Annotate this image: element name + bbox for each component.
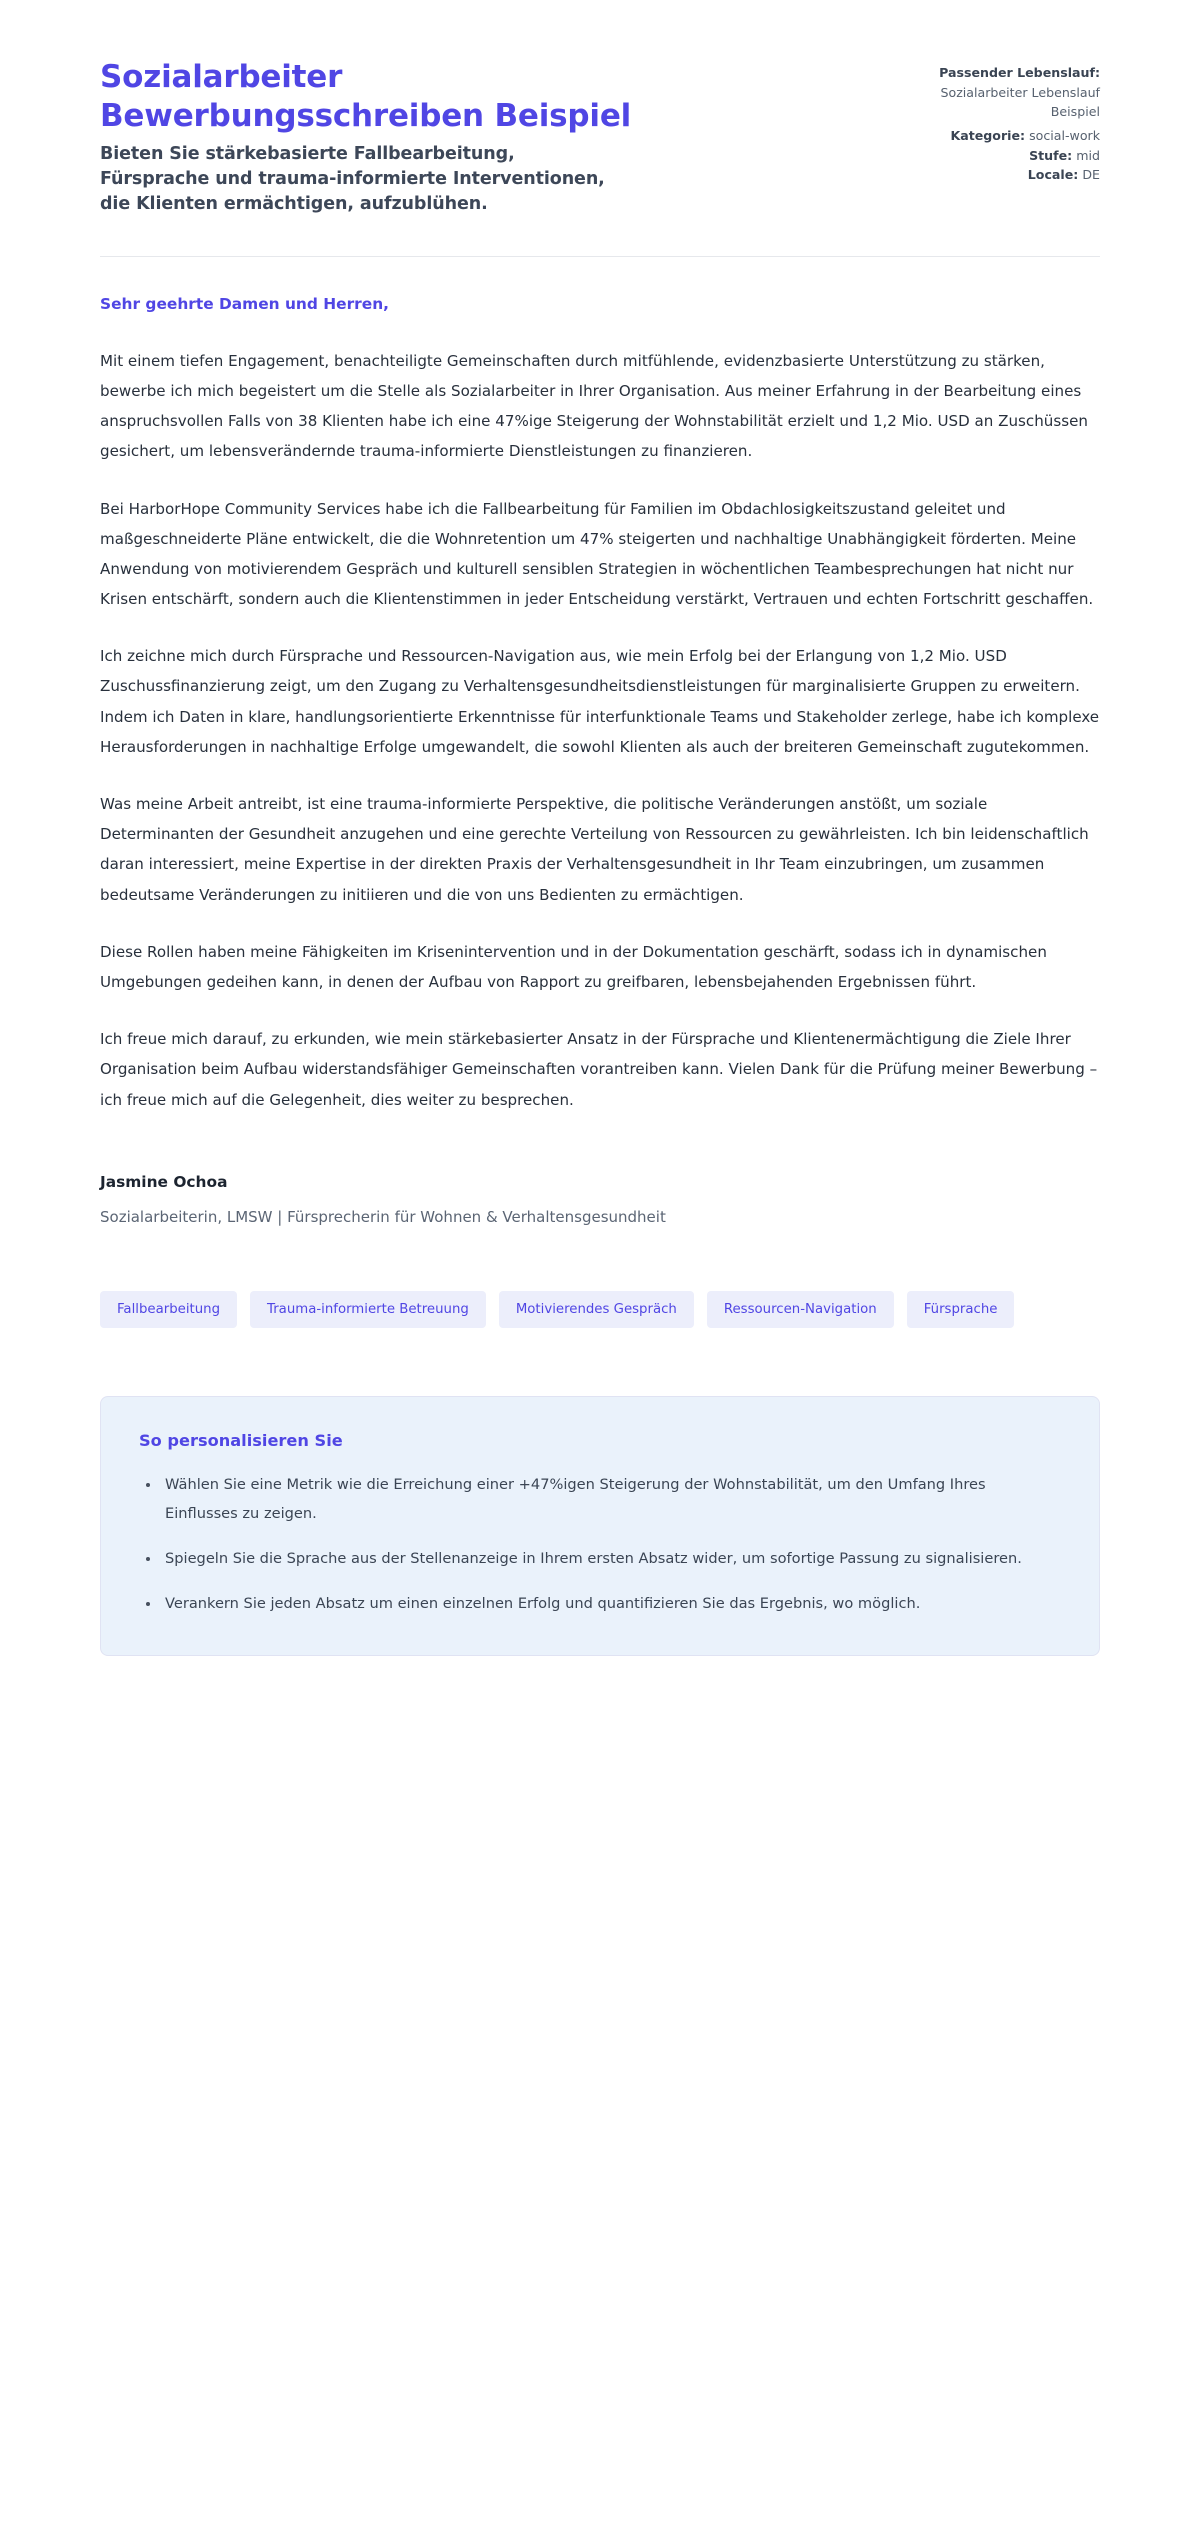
letter-paragraph: Ich freue mich darauf, zu erkunden, wie mein stärkebasierter Ansatz in der Fürsprache und Klientenermächtigung die Ziele Ihrer Organisation beim Aufbau widerstandsfähiger Gemeinschaften vorantreiben kann. Vielen Dank für die Prüfung meiner Bewerbung – ich freue mich auf die Gelegenheit, dies weiter zu besprechen. bbox=[100, 1030, 1098, 1109]
personalization-tip-item: Spiegeln Sie die Sprache aus der Stellenanzeige in Ihrem ersten Absatz wider, um sofortige Passung zu signalisieren. bbox=[139, 1545, 1061, 1573]
metadata-resume-value-row bbox=[925, 84, 1100, 122]
personalization-tip-item: Wählen Sie eine Metrik wie die Erreichung einer +47%igen Steigerung der Wohnstabilität, um den Umfang Ihres Einflusses zu zeigen. bbox=[139, 1471, 1061, 1528]
page-title bbox=[100, 58, 800, 136]
metadata-resume-value: Sozialarbeiter Lebenslauf Beispiel bbox=[940, 84, 1100, 119]
skill-tag[interactable]: Ressourcen-Navigation bbox=[707, 1291, 894, 1328]
skill-tag[interactable]: Motivierendes Gespräch bbox=[499, 1291, 694, 1328]
signature-name: Jasmine Ochoa bbox=[100, 1172, 228, 1191]
document-metadata bbox=[925, 58, 1100, 186]
letter-paragraph: Ich zeichne mich durch Fürsprache und Ressourcen-Navigation aus, wie mein Erfolg bei der Erlangung von 1,2 Mio. USD Zuschussfinanzierung zeigt, um den Zugang zu Verhaltensgesundheitsdienstleistungen für marginalisierte Gruppen zu erweitern. Indem ich Daten in klare, handlungsorientierte Erkenntnisse für interfunktionale Teams und Stakeholder zerlege, habe ich komplexe Herausforderungen in nachhaltige Erfolge umgewandelt, die sowohl Klienten als auch der breiteren Gemeinschaft zugutekommen. bbox=[100, 647, 1100, 756]
page-subtitle bbox=[100, 142, 800, 218]
personalization-panel-title: So personalisieren Sie bbox=[139, 1431, 343, 1451]
header-title-block bbox=[100, 58, 800, 218]
document-header bbox=[100, 0, 1100, 218]
page-subtitle-line-1: Bieten Sie stärkebasierte Fallbearbeitung, bbox=[100, 144, 515, 165]
metadata-category-value: social-work bbox=[1029, 127, 1100, 143]
cover-letter-body bbox=[100, 257, 1100, 1656]
signature-role: Sozialarbeiterin, LMSW | Fürsprecherin für Wohnen & Verhaltensgesundheit bbox=[100, 1207, 666, 1226]
metadata-locale-label: Locale: bbox=[1027, 167, 1079, 183]
skill-tag[interactable]: Trauma-informierte Betreuung bbox=[250, 1291, 486, 1328]
letter-salutation: Sehr geehrte Damen und Herren, bbox=[100, 294, 390, 313]
letter-paragraph: Was meine Arbeit antreibt, ist eine trauma-informierte Perspektive, die politische Veränderungen anstößt, um soziale Determinanten der Gesundheit anzugehen und eine gerechte Verteilung von Ressourcen zu gewährleisten. Ich bin leidenschaftlich daran interessiert, meine Expertise in der direkten Praxis der Verhaltensgesundheit in Ihr Team einzubringen, um zusammen bedeutsame Veränderungen zu initiieren und die von uns Bedienten zu ermächtigen. bbox=[100, 795, 1089, 904]
metadata-level-label: Stufe: bbox=[1029, 147, 1073, 163]
metadata-matching-resume bbox=[925, 64, 1100, 122]
metadata-resume-label: Passender Lebenslauf: bbox=[939, 65, 1100, 80]
skill-tag-list bbox=[100, 1291, 1100, 1328]
signature-block bbox=[100, 1171, 1100, 1229]
page-subtitle-line-2: Fürsprache und trauma-informierte Interventionen, bbox=[100, 169, 605, 190]
skill-tag[interactable]: Fallbearbeitung bbox=[100, 1291, 237, 1328]
metadata-category bbox=[925, 127, 1100, 146]
page-title-line-1: Sozialarbeiter bbox=[100, 59, 343, 95]
personalization-tip-item: Verankern Sie jeden Absatz um einen einzelnen Erfolg und quantifizieren Sie das Ergebnis, wo möglich. bbox=[139, 1590, 1061, 1618]
personalization-tips-list bbox=[139, 1471, 1061, 1619]
metadata-category-label: Kategorie: bbox=[950, 127, 1026, 143]
letter-paragraph: Diese Rollen haben meine Fähigkeiten im Krisenintervention und in der Dokumentation geschärft, sodass ich in dynamischen Umgebungen gedeihen kann, in denen der Aufbau von Rapport zu greifbaren, lebensbejahenden Ergebnissen führt. bbox=[100, 942, 1047, 991]
skill-tag[interactable]: Fürsprache bbox=[907, 1291, 1015, 1328]
letter-paragraph: Mit einem tiefen Engagement, benachteiligte Gemeinschaften durch mitfühlende, evidenzbasierte Unterstützung zu stärken, bewerbe ich mich begeistert um die Stelle als Sozialarbeiter in Ihrer Organisation. Aus meiner Erfahrung in der Bearbeitung eines anspruchsvollen Falls von 38 Klienten habe ich eine 47%ige Steigerung der Wohnstabilität erzielt und 1,2 Mio. USD an Zuschüssen gesichert, um lebensverändernde trauma-informierte Dienstleistungen zu finanzieren. bbox=[100, 351, 1088, 461]
metadata-level-value: mid bbox=[1076, 147, 1100, 163]
metadata-locale bbox=[925, 166, 1100, 185]
metadata-level bbox=[925, 147, 1100, 166]
letter-paragraph: Bei HarborHope Community Services habe ich die Fallbearbeitung für Familien im Obdachlosigkeitszustand geleitet und maßgeschneiderte Pläne entwickelt, die die Wohnretention um 47% steigerten und nachhaltige Unabhängigkeit förderten. Meine Anwendung von motivierendem Gespräch und kulturell sensiblen Strategien in wöchentlichen Teambesprechungen hat nicht nur Krisen entschärft, sondern auch die Klientenstimmen in jeder Entscheidung verstärkt, Vertrauen und echten Fortschritt geschaffen. bbox=[100, 499, 1094, 609]
metadata-resume-label-row bbox=[925, 64, 1100, 83]
page-subtitle-line-3: die Klienten ermächtigen, aufzublühen. bbox=[100, 194, 488, 215]
page-title-line-2: Bewerbungsschreiben Beispiel bbox=[100, 98, 632, 135]
personalization-panel bbox=[100, 1396, 1100, 1656]
metadata-locale-value: DE bbox=[1082, 167, 1100, 183]
